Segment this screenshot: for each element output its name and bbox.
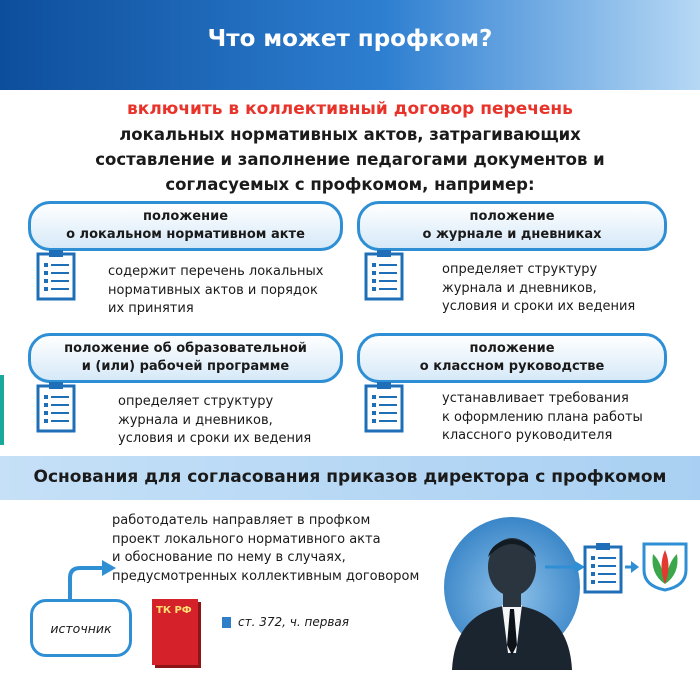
document-icon [583, 542, 623, 594]
bookmark-icon [222, 617, 231, 628]
card-desc-line: условия и сроки их ведения [118, 431, 312, 446]
law-reference: ст. 372, ч. первая [238, 615, 349, 629]
card-desc-line: содержит перечень локальных [108, 264, 324, 279]
card-title-local-act [28, 201, 343, 251]
bottom-line: работодатель направляет в профком [112, 513, 371, 528]
card-desc-line: определяет структуру [118, 394, 274, 409]
intro-line: составление и заполнение педагогами документов и [95, 150, 605, 169]
card-title-line: и (или) рабочей программе [81, 359, 290, 374]
document-icon [364, 249, 404, 301]
card-title-line: положение [142, 209, 229, 224]
intro-line: согласуемых с профкомом, например: [165, 175, 535, 194]
card-desc-line: нормативных актов и порядок [108, 282, 318, 298]
card-desc-class-management [442, 390, 643, 446]
card-desc-line: журнала и дневников, [442, 280, 597, 296]
card-desc-line: определяет структуру [442, 262, 598, 277]
card-title-class-management [357, 333, 667, 383]
card-title-journal [357, 201, 667, 251]
card-desc-line: к оформлению плана работы [442, 409, 643, 425]
arrow-right-icon [625, 560, 639, 574]
director-avatar [440, 505, 590, 675]
card-desc-line: классного руководителя [442, 428, 613, 443]
card-desc-line: журнала и дневников, [118, 412, 273, 428]
card-title-program [28, 333, 343, 383]
card-desc-line: условия и сроки их ведения [442, 299, 636, 314]
card-title-line: положение [469, 341, 555, 356]
intro-text [40, 97, 660, 197]
card-desc-journal [442, 261, 635, 317]
card-desc-line: их принятия [108, 301, 194, 316]
card-title-line: о классном руководстве [419, 359, 605, 374]
card-desc-program [118, 393, 311, 449]
card-title-line: о локальном нормативном акте [66, 227, 305, 242]
card-title-line: положение [469, 209, 555, 224]
bottom-line: и обоснование по нему в случаях, [112, 550, 346, 565]
page-title: Что может профком? [207, 26, 493, 52]
source-label: источник [50, 620, 112, 636]
edge-accent [0, 375, 4, 445]
bottom-description [112, 512, 442, 586]
card-title-line: о журнале и дневниках [422, 227, 602, 242]
bottom-line: проект локального нормативного акта [112, 531, 381, 547]
section-title: Основания для согласования приказов директора с профкомом [33, 467, 667, 487]
labor-code-book-icon [152, 599, 198, 665]
trade-union-logo-icon [640, 540, 690, 592]
card-desc-local-act [108, 263, 323, 319]
document-icon [36, 249, 76, 301]
card-title-line: положение об образовательной [64, 341, 307, 356]
card-desc-line: устанавливает требования [442, 391, 629, 406]
curved-arrow-icon [60, 550, 120, 602]
source-box [30, 599, 132, 657]
bottom-line: предусмотренных коллективным договором [112, 568, 420, 584]
document-icon [364, 381, 404, 433]
document-icon [36, 381, 76, 433]
intro-line: локальных нормативных актов, затрагивающих [119, 125, 581, 144]
arrow-right-icon [545, 560, 585, 574]
book-label: ТК РФ [156, 605, 192, 616]
intro-highlight: включить в коллективный договор перечень [127, 99, 573, 119]
